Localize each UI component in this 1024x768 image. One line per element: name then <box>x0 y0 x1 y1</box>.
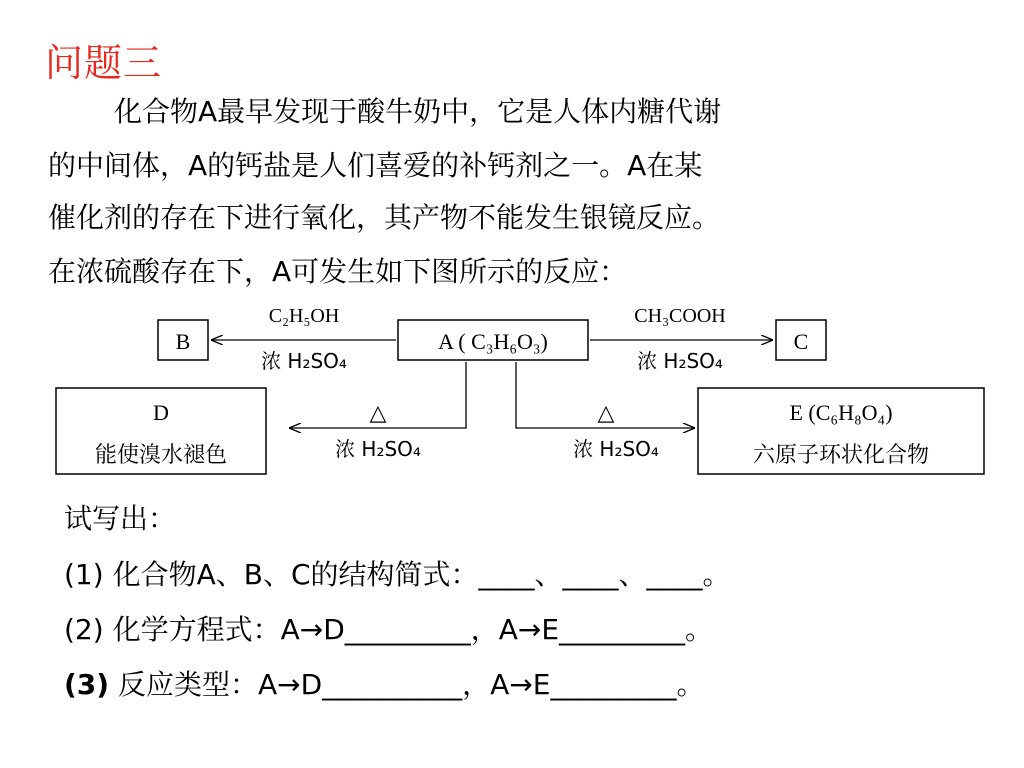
box-d-line-1: D <box>153 400 169 425</box>
arrow-a-to-e-condition: 浓 H₂SO₄ <box>573 437 659 461</box>
question-1 <box>64 550 731 600</box>
intro-paragraph-line-3: 催化剂的存在下进行氧化，其产物不能发生银镜反应。 <box>48 201 721 234</box>
box-e-line-1: E (C₆H₈O₄) <box>789 400 893 425</box>
question-1-number: (1) <box>64 558 104 591</box>
box-c <box>776 320 826 360</box>
intro-paragraph-line-1: 化合物A最早发现于酸牛奶中，它是人体内糖代谢 <box>114 95 722 128</box>
question-3 <box>64 660 704 710</box>
arrow-a-to-e-heat: △ <box>597 400 615 425</box>
intro-paragraph-line-2: 的中间体，A的钙盐是人们喜爱的补钙剂之一。A在某 <box>48 149 703 182</box>
question-3-number: (3) <box>64 668 110 701</box>
box-d-line-2: 能使溴水褪色 <box>94 443 228 468</box>
question-2-number: (2) <box>64 613 104 646</box>
question-1-text: 化合物A、B、C的结构简式：____、____、____。 <box>112 558 731 591</box>
arrow-a-to-d-condition: 浓 H₂SO₄ <box>335 437 421 461</box>
page-title: 问题三 <box>45 41 163 85</box>
box-b-label: B <box>175 329 191 354</box>
box-c-label: C <box>793 329 809 354</box>
box-d <box>56 388 266 474</box>
arrow-a-to-b-reagent: C₂H₅OH <box>268 305 340 327</box>
question-3-text: 反应类型：A→D__________，A→E_________。 <box>117 668 705 701</box>
questions-intro: 试写出： <box>64 502 177 535</box>
box-a <box>398 320 588 360</box>
box-a-label: A ( C₃H₆O₃) <box>438 329 548 354</box>
arrow-a-to-c-reagent: CH₃COOH <box>634 305 726 327</box>
arrow-a-to-d-heat: △ <box>369 400 387 425</box>
question-2-text: 化学方程式：A→D_________，A→E_________。 <box>112 613 714 646</box>
arrow-a-to-c-condition: 浓 H₂SO₄ <box>637 349 723 373</box>
box-b <box>158 320 208 360</box>
question-2 <box>64 605 713 655</box>
intro-paragraph-line-4: 在浓硫酸存在下，A可发生如下图所示的反应： <box>48 255 628 288</box>
box-e <box>698 388 984 474</box>
arrow-a-to-d <box>290 362 466 428</box>
arrow-a-to-e <box>516 362 694 428</box>
box-e-line-2: 六原子环状化合物 <box>752 443 930 468</box>
arrow-a-to-b-condition: 浓 H₂SO₄ <box>261 349 347 373</box>
